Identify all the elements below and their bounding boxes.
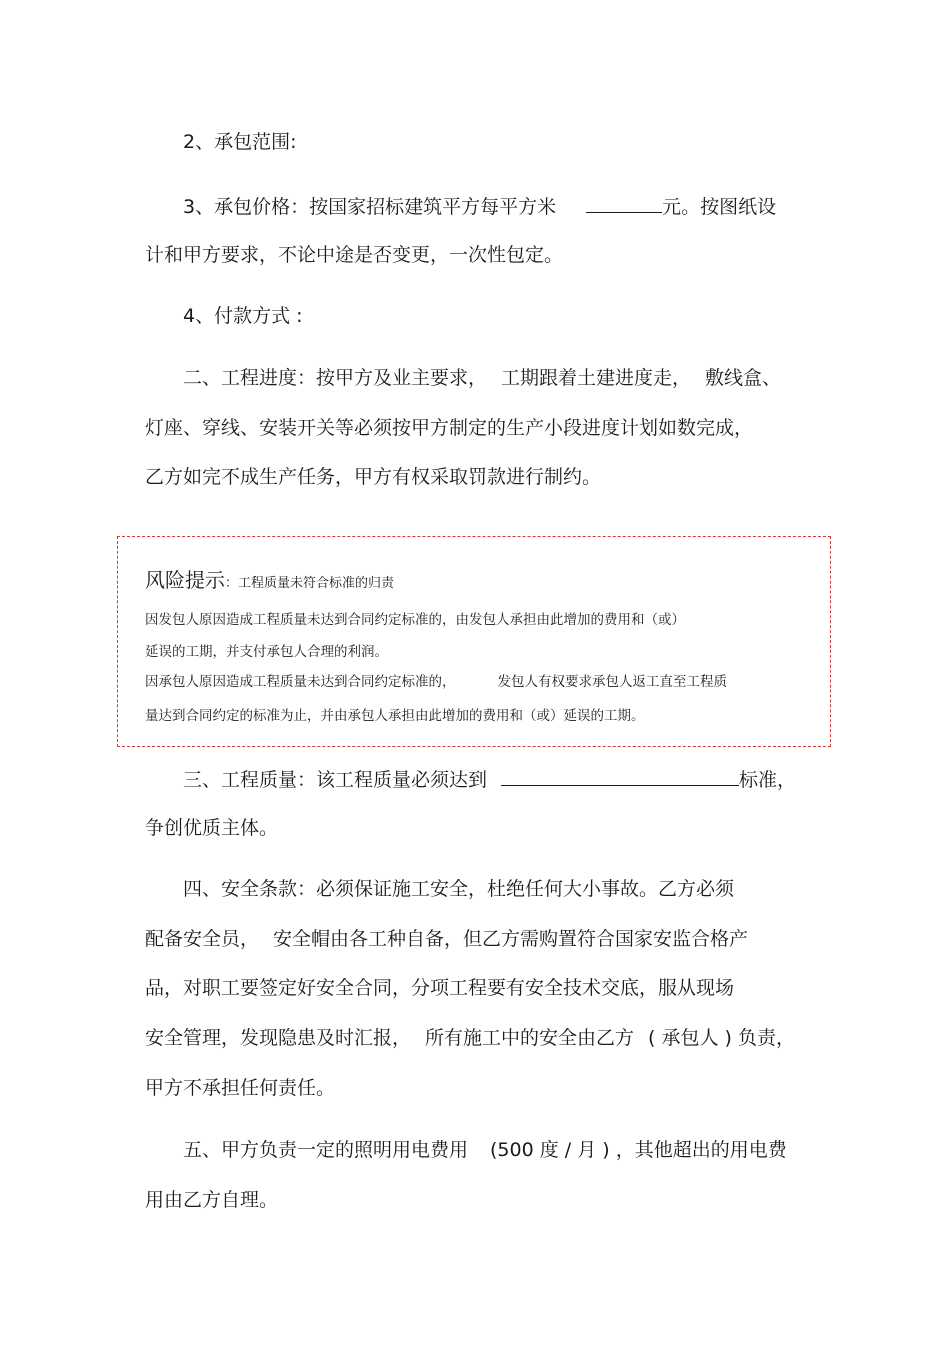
risk-line-3 [145,673,727,691]
safety-line-5: 甲方不承担任何责任。 [145,1077,336,1099]
progress-text-c: 敷线盒、 [705,367,782,389]
risk-warning-box [117,536,831,747]
risk-line-1: 因发包人原因造成工程质量未达到合同约定标准的，由发包人承担由此增加的费用和（或） [145,612,685,628]
progress-text-a: 二、工程进度：按甲方及业主要求， [183,367,488,389]
safety-line-2-a: 配备安全员， [145,928,260,950]
safety-line-4 [145,1025,795,1051]
risk-line-4: 量达到合同约定的标准为止，并由承包人承担由此增加的费用和（或）延误的工期。 [145,708,645,724]
electricity-text-b: (500 度 / 月 ) ，其他超出的用电费 [490,1139,787,1161]
safety-line-2-b: 安全帽由各工种自备，但乙方需购置符合国家安监合格产 [273,928,749,950]
price-unit: 元。按图纸设 [662,196,777,218]
risk-line-2: 延误的工期，并支付承包人合理的利润。 [145,644,388,660]
safety-line-4-b: 所有施工中的安全由乙方 [425,1027,635,1049]
risk-line-3-a: 因承包人原因造成工程质量未达到合同约定标准的， [145,674,456,690]
electricity-line-1 [183,1137,787,1163]
progress-line-2: 灯座、穿线、安装开关等必须按甲方制定的生产小段进度计划如数完成， [145,417,754,439]
scope-label: 2、承包范围: [183,131,297,153]
electricity-line-2: 用由乙方自理。 [145,1189,279,1211]
price-line-2: 计和甲方要求，不论中途是否变更，一次性包定。 [145,244,564,266]
safety-line-2 [145,926,748,952]
quality-blank [501,765,739,786]
price-text: 3、承包价格：按国家招标建筑平方每平方米 [183,196,557,218]
quality-line-2: 争创优质主体。 [145,817,279,839]
risk-title-main: 风险提示 [145,568,225,592]
quality-text: 三、工程质量：该工程质量必须达到 [183,769,488,791]
price-blank [586,192,662,213]
risk-title-sub: ：工程质量未符合标准的归责 [225,576,395,591]
progress-text-b: 工期跟着土建进度走， [501,367,692,389]
progress-line-1 [183,365,781,391]
electricity-text-a: 五、甲方负责一定的照明用电费用 [183,1139,469,1161]
safety-line-1: 四、安全条款：必须保证施工安全，杜绝任何大小事故。乙方必须 [183,878,735,900]
safety-line-4-c: ( 承包人 ) 负责， [648,1027,795,1049]
progress-line-3: 乙方如完不成生产任务，甲方有权采取罚款进行制约。 [145,466,602,488]
risk-title [145,564,394,593]
quality-standard: 标准， [739,769,797,791]
safety-line-3: 品，对职工要签定好安全合同，分项工程要有安全技术交底，服从现场 [145,977,735,999]
price-line-1 [183,192,776,220]
safety-line-4-a: 安全管理，发现隐患及时汇报， [145,1027,412,1049]
payment-label: 4、付款方式 : [183,305,303,327]
risk-line-3-b: 发包人有权要求承包人返工直至工程质 [497,674,727,690]
quality-line-1 [183,765,796,793]
